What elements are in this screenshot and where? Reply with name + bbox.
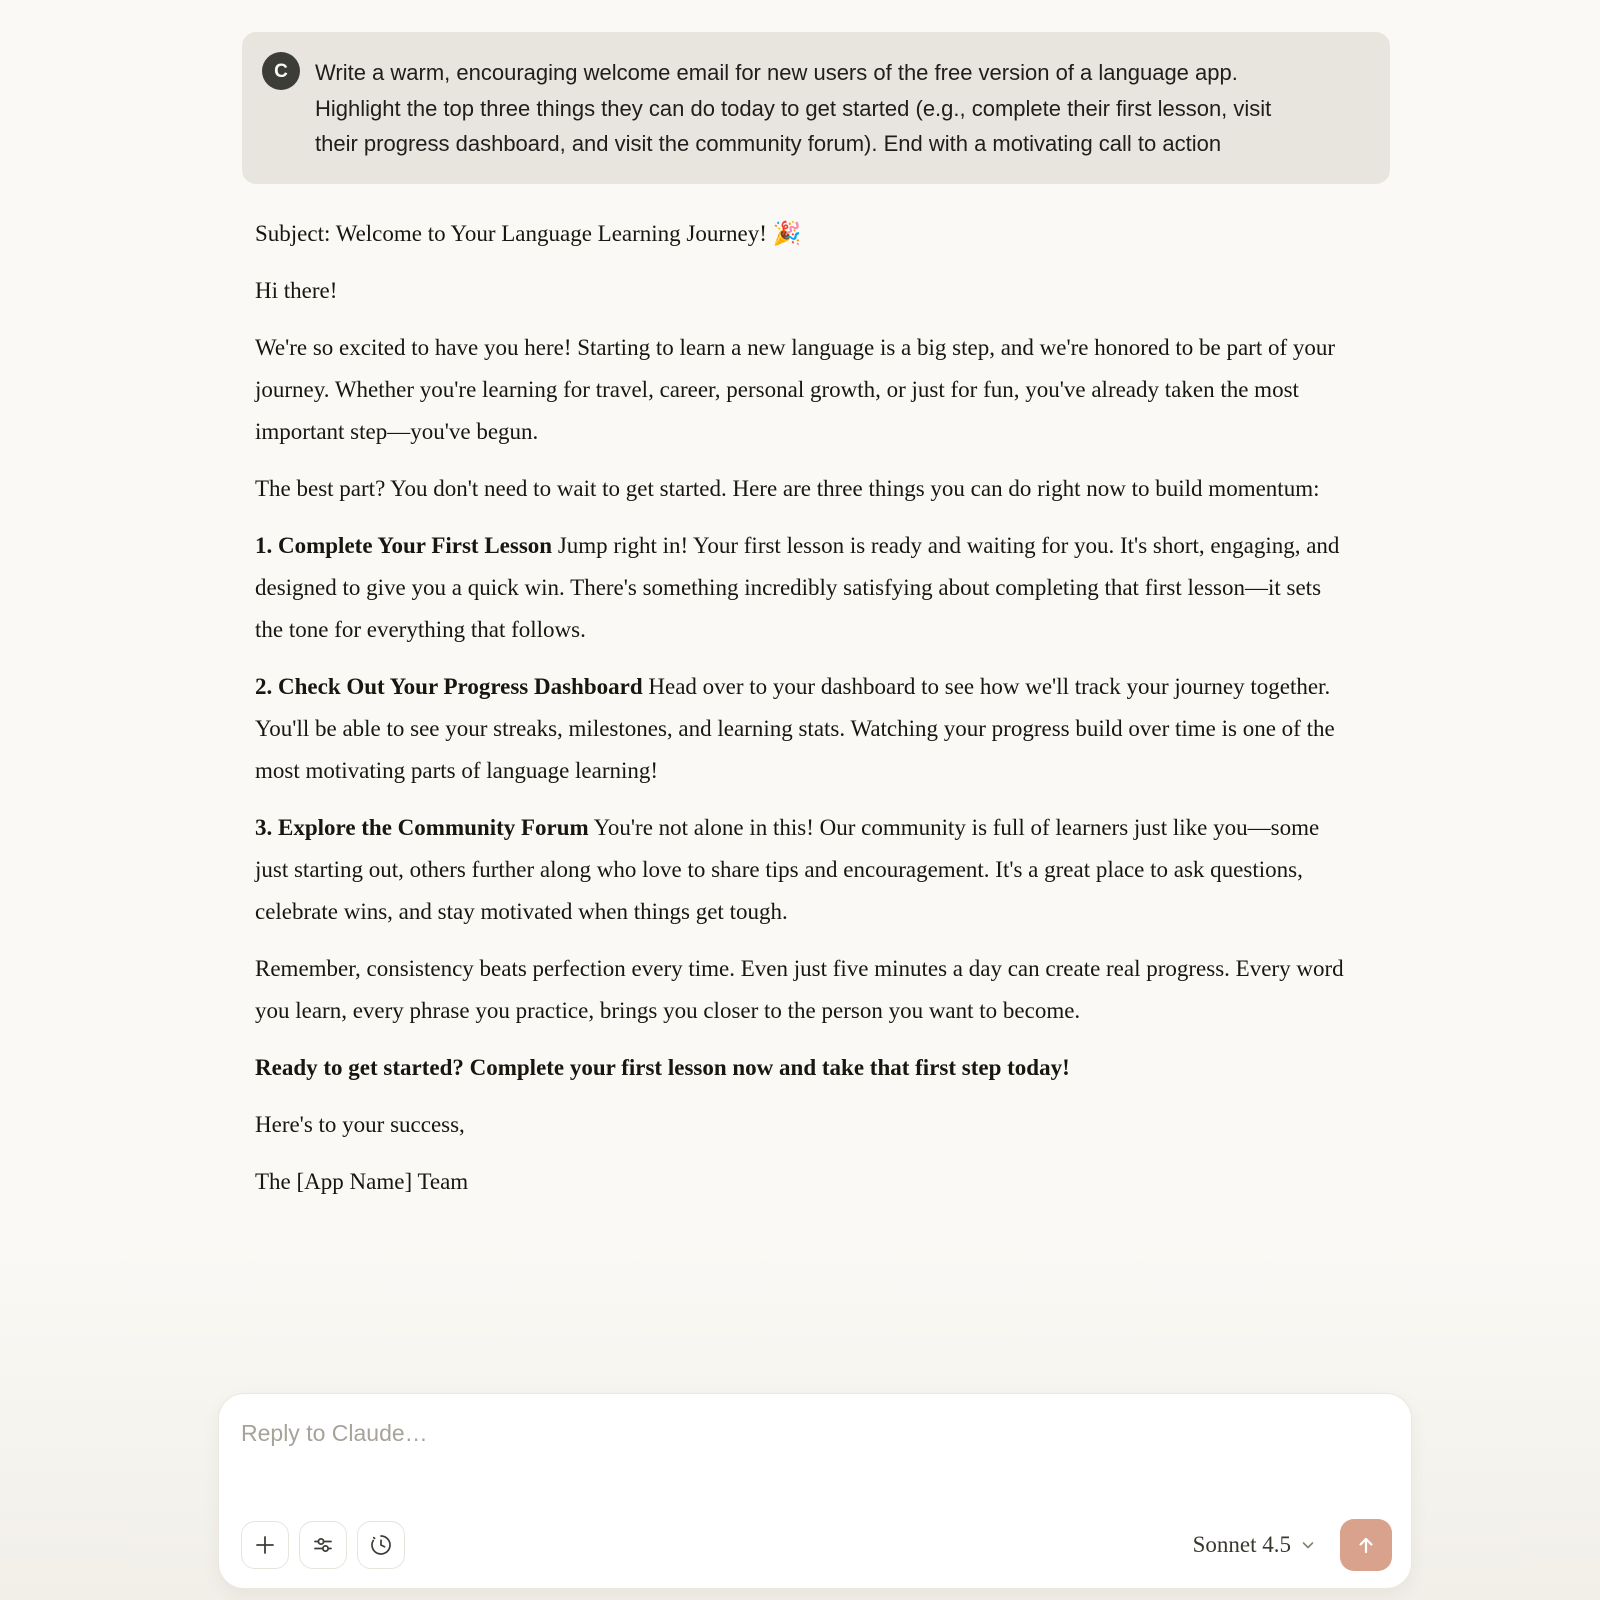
plus-icon xyxy=(254,1534,276,1556)
email-item-3-title: 3. Explore the Community Forum xyxy=(255,814,589,840)
email-item-2 xyxy=(255,666,1351,792)
email-remember-paragraph: Remember, consistency beats perfection every time. Even just five minutes a day can create real progress. Every word you learn, every phrase you practice, brings you closer to the person you want to become. xyxy=(255,955,1344,1023)
clock-icon xyxy=(369,1533,393,1557)
sliders-icon xyxy=(312,1534,334,1556)
model-name-label: Sonnet 4.5 xyxy=(1192,1532,1291,1557)
email-intro-paragraph: We're so excited to have you here! Starting to learn a new language is a big step, and we're honored to be part of your journey. Whether you're learning for travel, career, personal growth, or just for fun, you've already taken the most important step—you've begun. xyxy=(255,334,1336,444)
email-item-3-body: You're not alone in this! Our community is full of learners just like you—some just starting out, others further along who love to share tips and encouragement. It's a great place to ask questions, celebrate wins, and stay motivated when things get tough. xyxy=(255,814,1320,924)
arrow-up-icon xyxy=(1354,1533,1378,1557)
avatar-letter: C xyxy=(274,60,288,82)
user-message-bubble xyxy=(242,32,1390,184)
chevron-down-icon xyxy=(1300,1537,1316,1553)
email-signoff-line1: Here's to your success, xyxy=(255,1111,465,1137)
reply-composer xyxy=(218,1393,1412,1589)
model-selector[interactable] xyxy=(1193,1532,1316,1558)
user-avatar xyxy=(262,52,300,90)
email-greeting: Hi there! xyxy=(255,277,338,303)
reply-input[interactable] xyxy=(241,1420,1381,1447)
email-best-part-paragraph: The best part? You don't need to wait to get started. Here are three things you can do right now to build momentum: xyxy=(255,475,1320,501)
email-signoff-line2: The [App Name] Team xyxy=(255,1168,469,1194)
email-item-1 xyxy=(255,525,1351,651)
email-subject-line: Subject: Welcome to Your Language Learning Journey! 🎉 xyxy=(255,220,802,246)
email-item-1-body: Jump right in! Your first lesson is ready and waiting for you. It's short, engaging, and designed to give you a quick win. There's something incredibly satisfying about completing that first lesson—it sets the tone for everything that follows. xyxy=(255,532,1340,642)
email-item-3 xyxy=(255,807,1351,933)
conversation-column xyxy=(218,0,1412,1203)
tools-button[interactable] xyxy=(299,1521,347,1569)
user-message-text: Write a warm, encouraging welcome email for new users of the free version of a language app. Highlight the top three things they can do today to get started (e.g., complete their first lesson, visit their progress dashboard, and visit the community forum). End with a motivating call to action xyxy=(315,60,1272,156)
history-button[interactable] xyxy=(357,1521,405,1569)
email-call-to-action: Ready to get started? Complete your first lesson now and take that first step today! xyxy=(255,1054,1070,1080)
email-item-2-body: Head over to your dashboard to see how we'll track your journey together. You'll be able to see your streaks, milestones, and learning stats. Watching your progress build over time is one of the most motivating parts of language learning! xyxy=(255,673,1335,783)
composer-toolbar xyxy=(241,1519,1392,1571)
email-item-2-title: 2. Check Out Your Progress Dashboard xyxy=(255,673,643,699)
attach-button[interactable] xyxy=(241,1521,289,1569)
email-item-1-title: 1. Complete Your First Lesson xyxy=(255,532,553,558)
send-button[interactable] xyxy=(1340,1519,1392,1571)
assistant-response xyxy=(255,213,1351,1203)
